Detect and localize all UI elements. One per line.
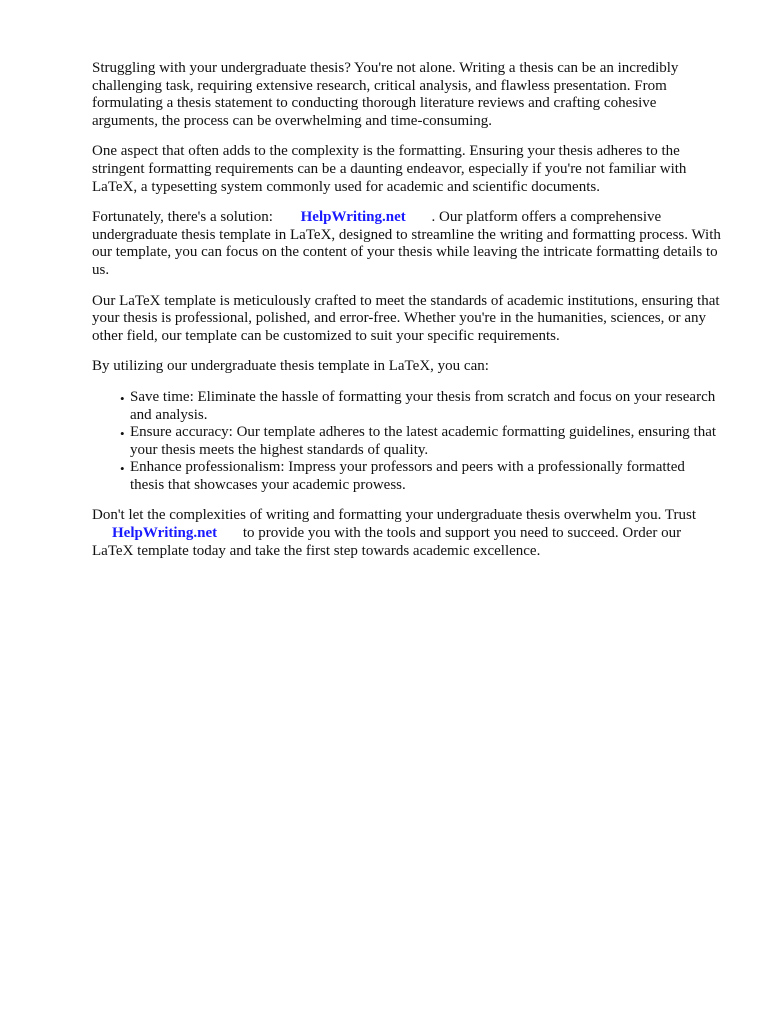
closing-text-after-link: to provide you with the tools and support you need to succeed. Order our LaTeX template today and take the first step towards academic excellence. bbox=[92, 525, 682, 559]
solution-paragraph bbox=[92, 209, 722, 279]
bullet-icon: • bbox=[120, 426, 125, 442]
list-item bbox=[120, 459, 722, 494]
benefits-intro-paragraph: By utilizing our undergraduate thesis template in LaTeX, you can: bbox=[92, 358, 489, 375]
helpwriting-link[interactable]: HelpWriting.net bbox=[300, 209, 406, 226]
intro-paragraph: Struggling with your undergraduate thesis? You're not alone. Writing a thesis can be an incredibly challenging task, requiring extensive research, critical analysis, and flawless presentation. From formulating a thesis statement to conducting thorough literature reviews and crafting cohesive arguments, the process can be overwhelming and time-consuming. bbox=[92, 60, 679, 129]
benefits-list bbox=[92, 389, 722, 495]
formatting-paragraph: One aspect that often adds to the complexity is the formatting. Ensuring your thesis adheres to the stringent formatting requirements can be a daunting endeavor, especially if you're not familiar with LaTeX, a typesetting system commonly used for academic and scientific documents. bbox=[92, 143, 687, 195]
list-item bbox=[120, 388, 722, 424]
document-body bbox=[92, 60, 722, 573]
bullet-icon: • bbox=[120, 390, 125, 406]
list-item-text: Ensure accuracy: Our template adheres to the latest academic formatting guidelines, ensuring that your thesis meets the highest standards of quality. bbox=[130, 424, 717, 458]
closing-text-before-link: Don't let the complexities of writing and formatting your undergraduate thesis overwhelm you. Trust bbox=[92, 507, 696, 524]
list-item bbox=[120, 424, 722, 459]
solution-text-after-link: . Our platform offers a comprehensive undergraduate thesis template in LaTeX, designed to streamline the writing and formatting process. With our template, you can focus on the content of your thesis while leaving the intricate formatting details to us. bbox=[92, 209, 721, 278]
template-paragraph: Our LaTeX template is meticulously crafted to meet the standards of academic institutions, ensuring that your thesis is professional, polished, and error-free. Whether you're in the humanities, sciences, or any other field, our template can be customized to suit your specific requirements. bbox=[92, 292, 720, 344]
bullet-icon: • bbox=[120, 461, 125, 477]
list-item-text: Save time: Eliminate the hassle of formatting your thesis from scratch and focus on your research and analysis. bbox=[130, 388, 716, 423]
closing-paragraph bbox=[92, 507, 722, 560]
solution-text-before-link: Fortunately, there's a solution: bbox=[92, 209, 273, 226]
list-item-text: Enhance professionalism: Impress your professors and peers with a professionally formatted thesis that showcases your academic prowess. bbox=[130, 459, 685, 493]
helpwriting-link[interactable]: HelpWriting.net bbox=[112, 525, 218, 542]
